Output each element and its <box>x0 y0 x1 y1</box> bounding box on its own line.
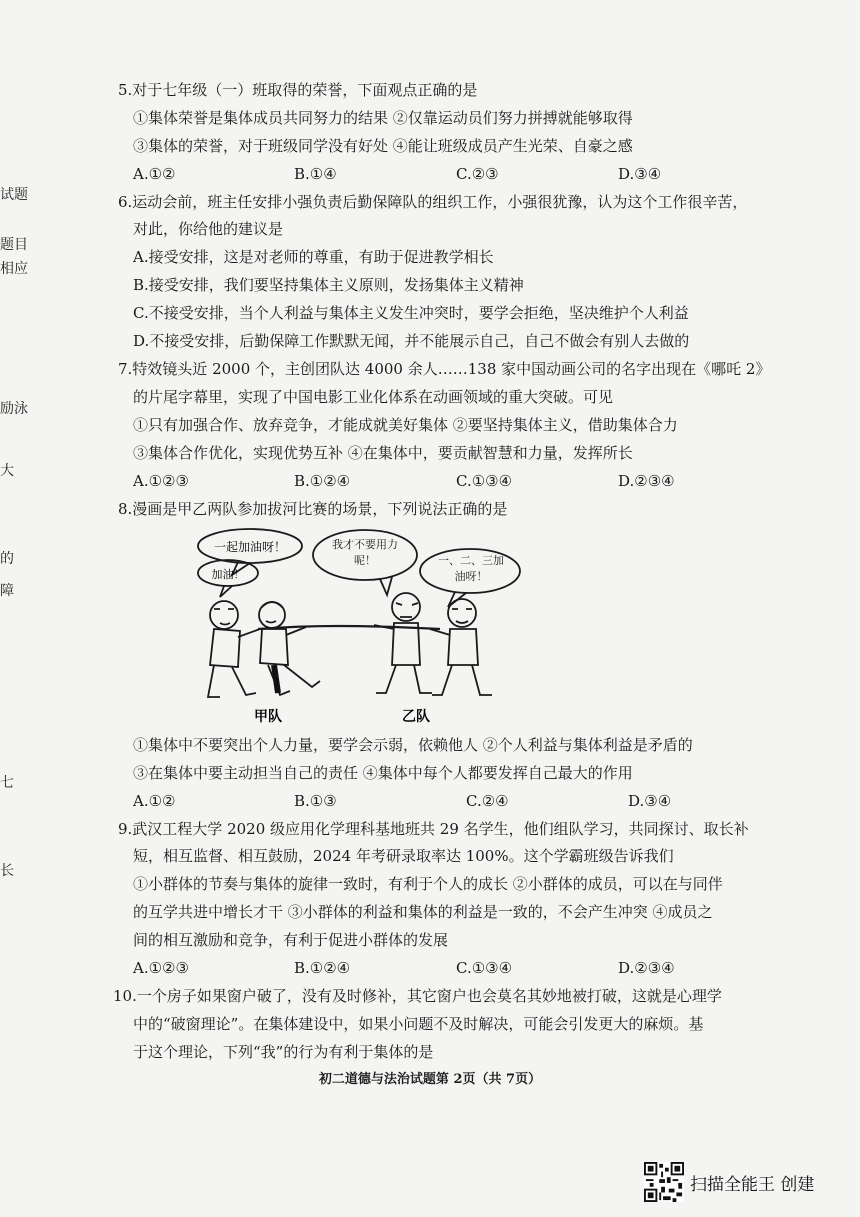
q8-option-c: C.②④ <box>466 792 509 810</box>
q6-option-c: C.不接受安排，当个人利益与集体主义发生冲突时，要学会拒绝，坚决维护个人利益 <box>133 304 689 322</box>
q10-stem-cont: 中的“破窗理论”。在集体建设中，如果小问题不及时解决，可能会引发更大的麻烦。基 <box>133 1015 704 1033</box>
q7-option-d: D.②③④ <box>618 472 675 490</box>
bubble-text: 我才不要用力呢！ <box>332 538 398 567</box>
q8-statement-1: ①集体中不要突出个人力量，要学会示弱，依赖他人 ②个人利益与集体利益是矛盾的 <box>133 736 693 754</box>
margin-fragment: 七 <box>0 775 14 791</box>
margin-fragment: 长 <box>0 863 14 879</box>
margin-fragment: 题目 <box>0 237 28 253</box>
q5-option-d: D.③④ <box>618 165 662 183</box>
qr-code-icon <box>644 1162 684 1202</box>
watermark-text: 扫描全能王 创建 <box>690 1174 815 1195</box>
page-footer: 初二道德与法治试题第 2页（共 7页） <box>318 1072 542 1087</box>
q7-stem-cont: 的片尾字幕里，实现了中国电影工业化体系在动画领域的重大突破。可见 <box>133 388 614 406</box>
q8-statement-2: ③在集体中要主动担当自己的责任 ④集体中每个人都要发挥自己最大的作用 <box>133 764 633 782</box>
q7-option-b: B.①②④ <box>294 472 351 490</box>
team-a-label: 甲队 <box>254 709 282 725</box>
q9-option-d: D.②③④ <box>618 959 675 977</box>
margin-fragment: 相应 <box>0 261 28 277</box>
q6-stem: 6.运动会前，班主任安排小强负责后勤保障队的组织工作，小强很犹豫，认为这个工作很辛苦， <box>118 193 748 211</box>
q7-stem: 7.特效镜头近 2000 个，主创团队达 4000 余人……138 家中国动画公司的名字出现在《哪吒 2》 <box>118 360 771 378</box>
q5-option-c: C.②③ <box>456 165 499 183</box>
q9-option-c: C.①③④ <box>456 959 513 977</box>
bubble-text: 一、二、三加油呀！ <box>438 554 504 583</box>
q10-stem-end: 于这个理论，下列“我”的行为有利于集体的是 <box>133 1043 434 1061</box>
bubble-text: 一起加油呀！ <box>213 540 287 554</box>
margin-fragment: 障 <box>0 583 14 599</box>
q7-option-a: A.①②③ <box>133 472 189 490</box>
q9-statement-1: ①小群体的节奏与集体的旋律一致时，有利于个人的成长 ②小群体的成员，可以在与同伴 <box>133 875 723 893</box>
q7-option-c: C.①③④ <box>456 472 513 490</box>
scanner-watermark <box>644 1162 814 1202</box>
q5-statement-1: ①集体荣誉是集体成员共同努力的结果 ②仅靠运动员们努力拼搏就能够取得 <box>133 109 633 127</box>
q8-stem: 8.漫画是甲乙两队参加拔河比赛的场景，下列说法正确的是 <box>118 500 508 518</box>
margin-fragment: 励泳 <box>0 401 28 417</box>
q5-option-a: A.①② <box>133 165 176 183</box>
bubble-text: 加油！ <box>211 568 245 581</box>
q9-option-b: B.①②④ <box>294 959 351 977</box>
q9-statement-2: 的互学共进中增长才干 ③小群体的利益和集体的利益是一致的，不会产生冲突 ④成员之 <box>133 903 713 921</box>
q6-stem-cont: 对此，你给他的建议是 <box>133 220 284 238</box>
q8-option-d: D.③④ <box>628 792 672 810</box>
q6-option-d: D.不接受安排，后勤保障工作默默无闻，并不能展示自己，自己不做会有别人去做的 <box>133 332 690 350</box>
q7-statement-1: ①只有加强合作、放弃竞争，才能成就美好集体 ②要坚持集体主义，借助集体合力 <box>133 416 678 434</box>
q6-option-b: B.接受安排，我们要坚持集体主义原则，发扬集体主义精神 <box>133 276 524 294</box>
q5-stem: 5.对于七年级（一）班取得的荣誉，下面观点正确的是 <box>118 81 478 99</box>
margin-fragment: 的 <box>0 551 14 567</box>
margin-fragment: 试题 <box>0 187 28 203</box>
q10-stem: 10.一个房子如果窗户破了，没有及时修补，其它窗户也会莫名其妙地被打破，这就是心理学 <box>113 987 722 1005</box>
q7-statement-2: ③集体合作优化，实现优势互补 ④在集体中，要贡献智慧和力量，发挥所长 <box>133 444 633 462</box>
team-b-label: 乙队 <box>402 709 430 725</box>
q9-stem: 9.武汉工程大学 2020 级应用化学理科基地班共 29 名学生，他们组队学习，共同探讨、取长补 <box>118 820 749 838</box>
q5-statement-2: ③集体的荣誉，对于班级同学没有好处 ④能让班级成员产生光荣、自豪之感 <box>133 137 633 155</box>
margin-fragment: 大 <box>0 463 14 479</box>
q6-option-a: A.接受安排，这是对老师的尊重，有助于促进教学相长 <box>133 248 494 266</box>
q5-option-b: B.①④ <box>294 165 337 183</box>
q9-statement-3: 间的相互激励和竞争，有利于促进小群体的发展 <box>133 931 449 949</box>
tug-of-war-cartoon <box>180 525 540 730</box>
q8-option-a: A.①② <box>133 792 176 810</box>
q8-option-b: B.①③ <box>294 792 337 810</box>
q9-option-a: A.①②③ <box>133 959 189 977</box>
q9-stem-cont: 短，相互监督、相互鼓励，2024 年考研录取率达 100%。这个学霸班级告诉我们 <box>133 847 674 865</box>
